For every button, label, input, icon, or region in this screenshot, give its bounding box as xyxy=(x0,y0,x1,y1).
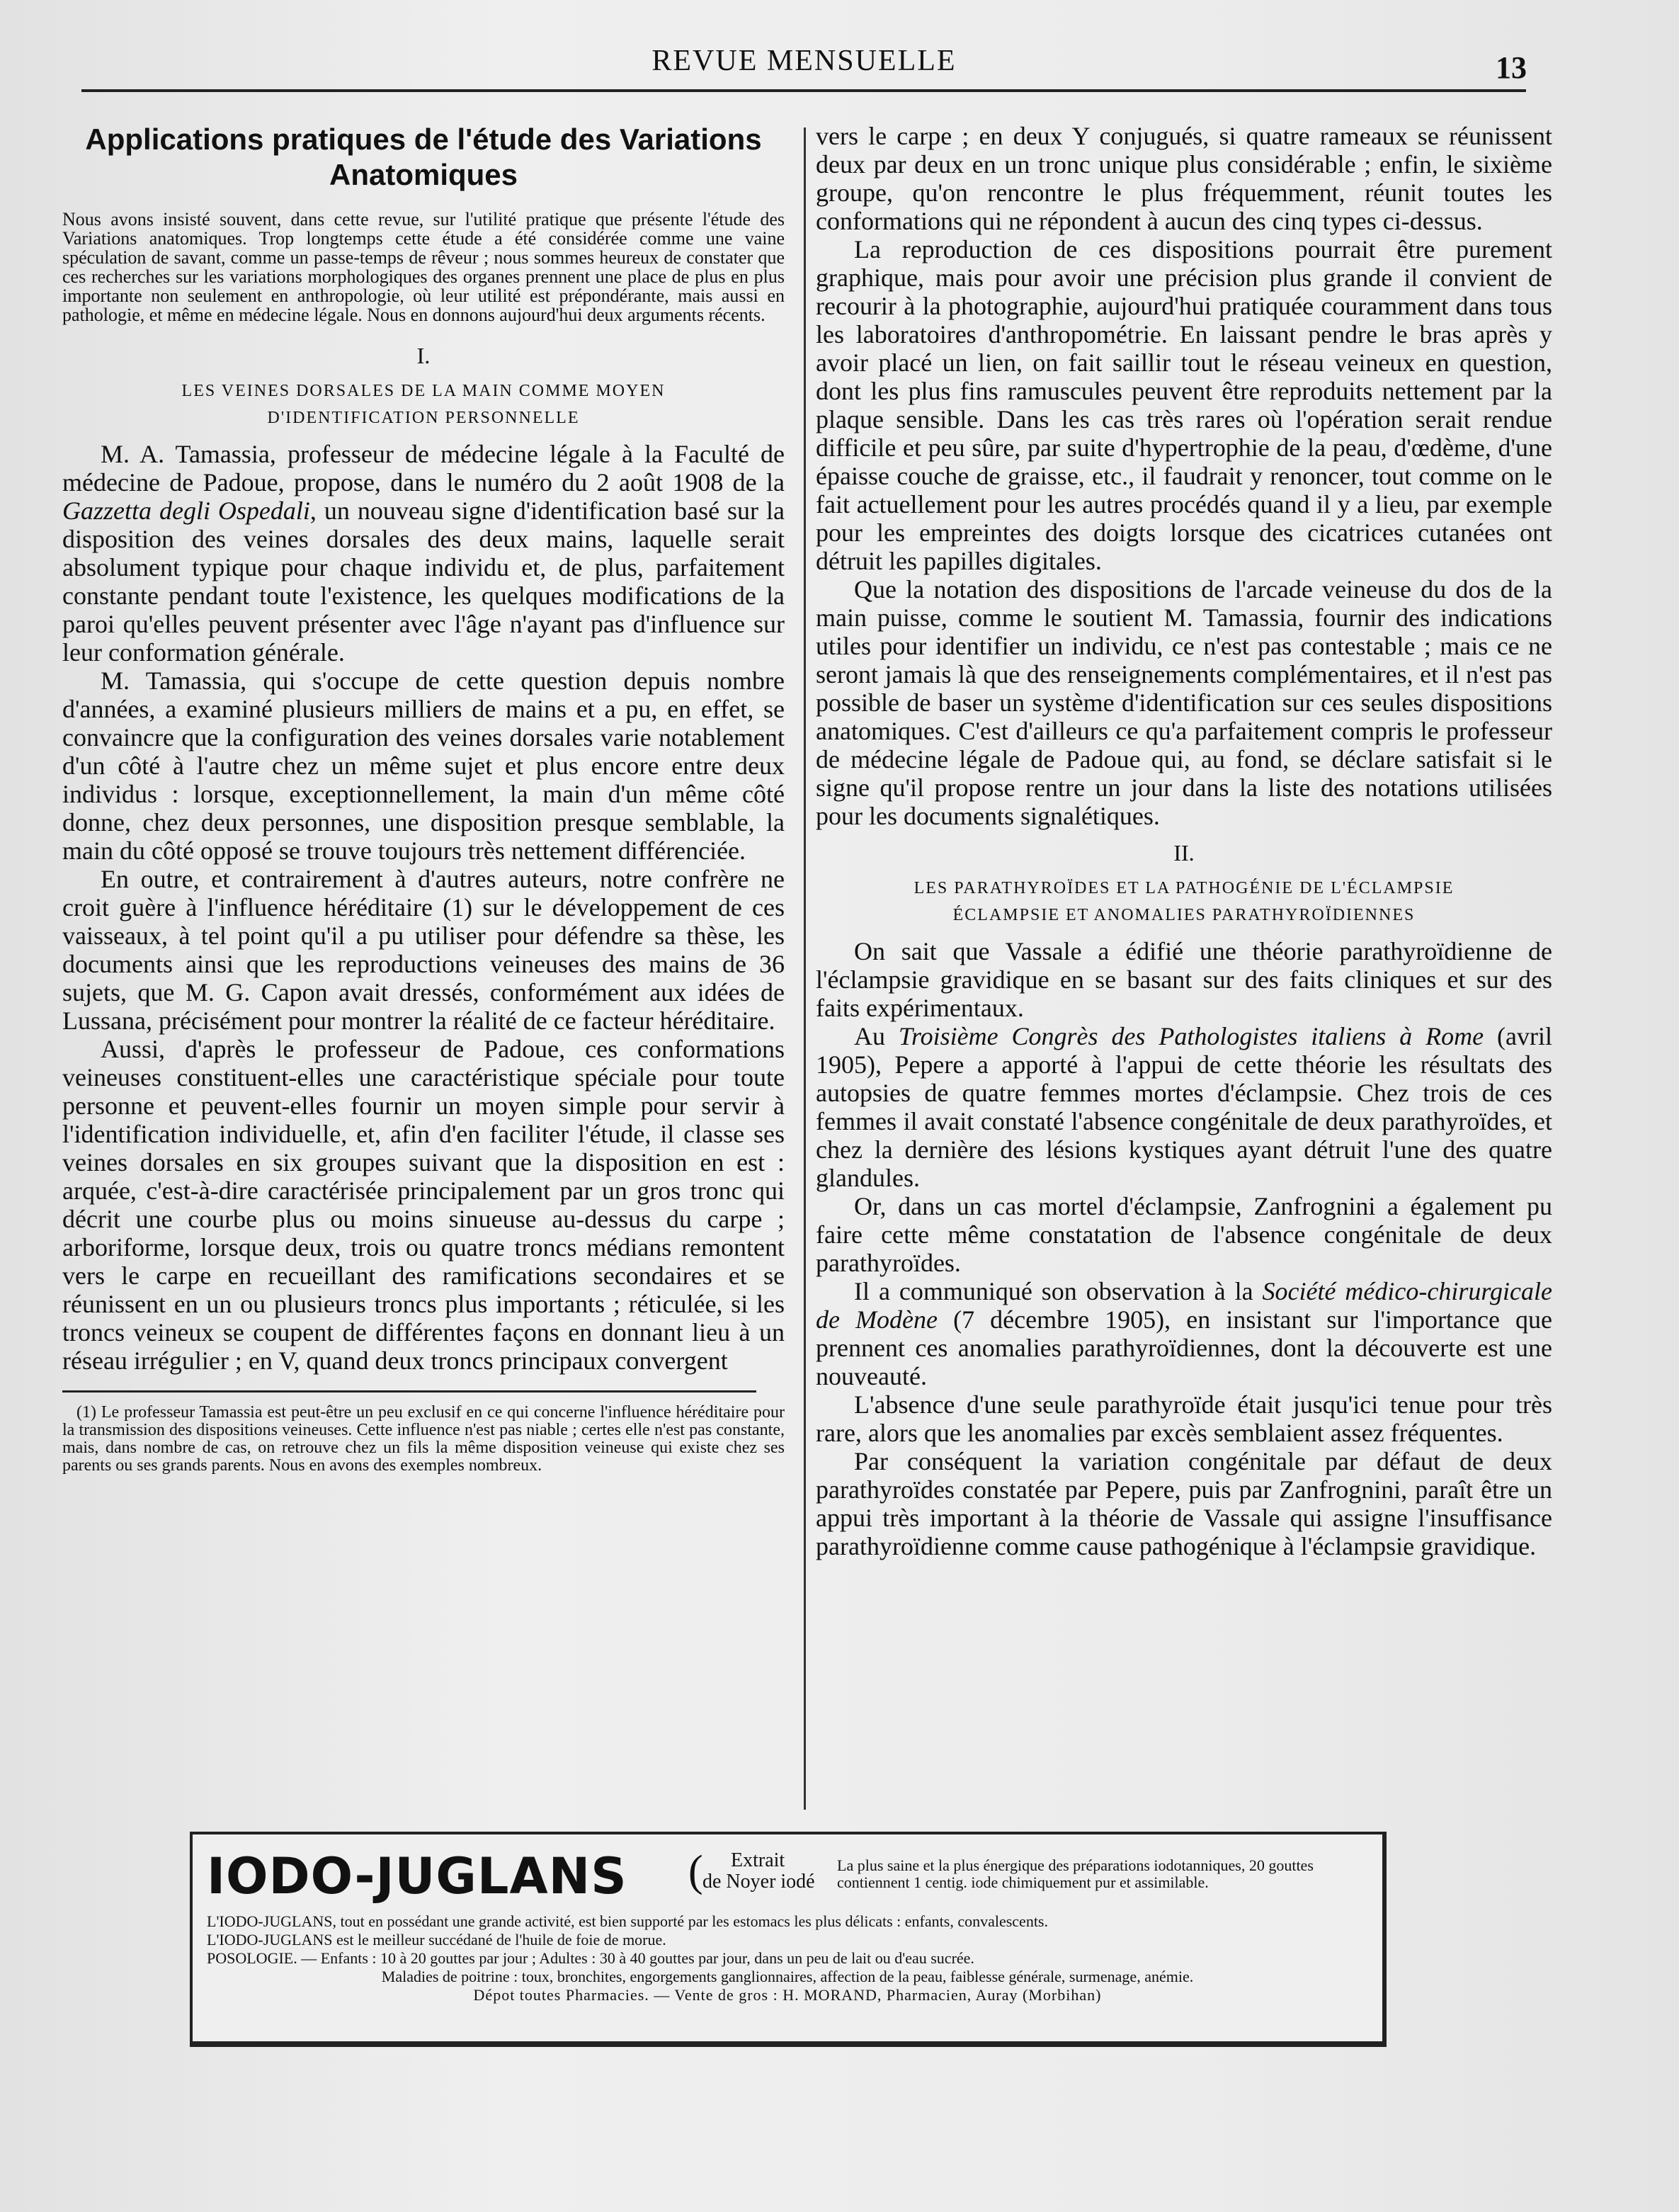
section-heading xyxy=(816,875,1552,929)
ad-extrait-line: Extrait xyxy=(731,1849,785,1871)
running-title: REVUE MENSUELLE xyxy=(651,45,957,77)
ad-line: POSOLOGIE. — Enfants : 10 à 20 gouttes par jour ; Adultes : 30 à 40 gouttes par jour, dans un peu de lait ou d'eau sucrée. xyxy=(207,1949,974,1967)
journal-title: Gazzetta degli Ospedali xyxy=(62,497,310,525)
section-heading-line: LES VEINES DORSALES DE LA MAIN COMME MOYEN xyxy=(181,382,666,400)
section-number: II. xyxy=(1173,840,1195,866)
paragraph: En outre, et contrairement à d'autres auteurs, notre confrère ne croit guère à l'influence héréditaire (1) sur le développement de ces vaisseaux, à tel point qu'il a pu utiliser pour défendre sa thèse, les documents ainsi que les reproductions veineuses des mains de 36 sujets, que M. G. Capon avait dressés, conformément aux idées de Lussana, précisément pour montrer la réalité de ce facteur héréditaire. xyxy=(62,865,785,1035)
ad-line: Maladies de poitrine : toux, bronchites, engorgements ganglionnaires, affection de la peau, faiblesse générale, surmenage, anémie. xyxy=(381,1968,1194,1985)
paragraph-text: (avril 1905), Pepere a apporté à l'appui de cette théorie les résultats des autopsies de quatre femmes mortes d'éclampsie. Chez trois de ces femmes il avait constaté l'absence congénitale de deux parathyroïdes, et chez la dernière des lésions kystiques ayant détruit l'une des quatre glandules. xyxy=(816,1022,1552,1192)
article-title: Applications pratiques de l'étude des Variations Anatomiques xyxy=(85,123,762,191)
paragraph: L'absence d'une seule parathyroïde était jusqu'ici tenue pour très rare, alors que les anomalies par excès semblaient assez fréquentes. xyxy=(816,1390,1552,1447)
paragraph xyxy=(816,1277,1552,1390)
right-column xyxy=(816,122,1552,1560)
paragraph: On sait que Vassale a édifié une théorie parathyroïdienne de l'éclampsie gravidique en se basant sur des faits cliniques et sur des faits expérimentaux. xyxy=(816,937,1552,1022)
section-number: I. xyxy=(416,343,431,368)
paragraph-text: M. A. Tamassia, professeur de médecine légale à la Faculté de médecine de Padoue, propose, dans le numéro du 2 août 1908 de la xyxy=(62,440,785,497)
paragraph: Par conséquent la variation congénitale par défaut de deux parathyroïdes constatée par Pepere, puis par Zanfrognini, paraît être un appui très important à la théorie de Vassale qui assigne l'insuffisance parathyroïdienne comme cause pathogénique à l'éclampsie gravidique. xyxy=(816,1447,1552,1560)
paragraph: Que la notation des dispositions de l'arcade veineuse du dos de la main puisse, comme le soutient M. Tamassia, fournir des indications utiles pour identifier un individu, ce n'est pas contestable ; mais ce ne seront jamais là que des renseignements complémentaires, et il n'est pas possible de baser un système d'identification sur ces seules dispositions anatomiques. C'est d'ailleurs ce qu'a parfaitement compris le professeur de médecine légale de Padoue qui, au fond, se déclare satisfait si le signe qu'il propose rentre un jour dans la liste des notations utilisées pour les documents signalétiques. xyxy=(816,575,1552,830)
page-number: 13 xyxy=(1496,50,1527,85)
paragraph-text: Il a communiqué son observation à la xyxy=(854,1277,1263,1305)
paragraph: M. Tamassia, qui s'occupe de cette question depuis nombre d'années, a examiné plusieurs milliers de mains et a pu, en effet, se convaincre que la configuration des veines dorsales varie notablement d'un côté à l'autre chez un même sujet et plus encore entre deux individus : lorsque, exceptionnellement, la main d'un même côté donne, chez deux personnes, une disposition presque semblable, la main du côté opposé se trouve toujours très nettement différenciée. xyxy=(62,667,785,865)
ad-text xyxy=(207,1912,1368,2004)
paragraph xyxy=(816,1022,1552,1192)
footnote-rule xyxy=(62,1390,756,1393)
congress-title: Troisième Congrès des Pathologistes italiens à Rome xyxy=(898,1022,1484,1050)
section-heading-line: D'IDENTIFICATION PERSONNELLE xyxy=(267,409,580,427)
paragraph: Aussi, d'après le professeur de Padoue, ces conformations veineuses constituent-elles une caractéristique spéciale pour toute personne et peuvent-elles fournir un moyen simple pour servir à l'identification individuelle, et, afin d'en faciliter l'étude, il classe ses veines dorsales en six groupes suivant que la disposition en est : arquée, c'est-à-dire caractérisée principalement par un gros tronc qui décrit une courbe plus ou moins sinueuse au-dessus du carpe ; arboriforme, lorsque deux, trois ou quatre troncs médians remontent vers le carpe en recueillant des ramifications secondaires et se réunissent en un ou plusieurs troncs plus importants ; réticulée, si les troncs veineux se coupent de différentes façons en donnant lieu à un réseau irrégulier ; en V, quand deux troncs principaux convergent xyxy=(62,1035,785,1375)
header-rule xyxy=(81,89,1526,92)
footnote: (1) Le professeur Tamassia est peut-être un peu exclusif en ce qui concerne l'influence héréditaire pour la transmission des dispositions veineuses. Cette influence n'est pas niable ; certes elle n'est pas constante, mais, dans nombre de cas, on retrouve chez un fils la même disposition veineuse qui existe chez ses parents ou ses grands parents. Nous en avons des exemples nombreux. xyxy=(62,1403,785,1475)
section-heading xyxy=(62,378,785,431)
column-rule xyxy=(804,127,806,1810)
paragraph-text: , un nouveau signe d'identification basé sur la disposition des veines dorsales des deux mains, laquelle serait absolument typique pour chaque individu et, de plus, parfaitement constante pendant toute l'existence, les quelques modifications de la paroi qu'elles peuvent présenter avec l'âge n'ayant pas d'influence sur leur conformation générale. xyxy=(62,497,785,667)
ad-extrait-line: de Noyer iodé xyxy=(702,1871,815,1893)
ad-line: L'IODO-JUGLANS est le meilleur succédané de l'huile de foie de morue. xyxy=(207,1931,666,1949)
ad-extrait xyxy=(702,1850,815,1893)
paragraph-text: (7 décembre 1905), en insistant sur l'importance que prennent ces anomalies parathyroïdiennes, dont la découverte est une nouveauté. xyxy=(816,1305,1552,1390)
ad-tagline: La plus saine et la plus énergique des préparations iodotanniques, 20 gouttes contiennent 1 centig. iode chimiquement pur et assimilable. xyxy=(837,1856,1314,1891)
paragraph xyxy=(62,440,785,667)
paragraph: Or, dans un cas mortel d'éclampsie, Zanfrognini a également pu faire cette même constatation de l'absence congénitale de deux parathyroïdes. xyxy=(816,1192,1552,1277)
paragraph: vers le carpe ; en deux Y conjugués, si quatre rameaux se réunissent deux par deux en un tronc unique plus considérable ; enfin, le sixième groupe, qu'on rencontre le plus fréquemment, réunit toutes les conformations qui ne répondent à aucun des cinq types ci-dessus. xyxy=(816,122,1552,235)
brace-glyph: ( xyxy=(688,1847,703,1895)
ad-brand: IODO-JUGLANS xyxy=(207,1847,627,1905)
section-heading-line: ÉCLAMPSIE ET ANOMALIES PARATHYROÏDIENNES xyxy=(952,906,1416,924)
article-intro: Nous avons insisté souvent, dans cette revue, sur l'utilité pratique que présente l'étude des Variations anatomiques. Trop longtemps cette étude a été considérée comme une vaine spéculation de savant, comme un passe-temps de rêveur ; nous sommes heureux de constater que ces recherches sur les variations morphologiques des organes prennent une place de plus en plus importante non seulement en anthropologie, où leur utilité est prépondérante, mais aussi en pathologie, et même en médecine légale. Nous en donnons aujourd'hui deux arguments récents. xyxy=(62,209,785,325)
paragraph: La reproduction de ces dispositions pourrait être purement graphique, mais pour avoir une précision plus grande il convient de recourir à la photographie, aujourd'hui pratiquée couramment dans tous les laboratoires d'anthropométrie. En laissant pendre le bras après y avoir placé un lien, on fait saillir tout le réseau veineux en question, dont les plus fins ramuscules peuvent être reproduits nettement par la plaque sensible. Dans les cas très rares où l'opération serait rendue difficile et peu sûre, par suite d'hypertrophie de la peau, d'œdème, d'une épaisse couche de graisse, etc., il faudrait y renoncer, tout comme on le fait actuellement pour les autres procédés quand il y a lieu, par exemple pour les empreintes des doigts lorsque des cicatrices cutanées ont détruit les papilles digitales. xyxy=(816,235,1552,575)
advertisement-box xyxy=(190,1832,1387,2047)
ad-line: L'IODO-JUGLANS, tout en possédant une grande activité, est bien supporté par les estomacs les plus délicats : enfants, convalescents. xyxy=(207,1912,1048,1930)
society-title: Société médico-chirurgicale de Modène xyxy=(816,1277,1552,1334)
paragraph-text: Au xyxy=(854,1022,899,1050)
section-heading-line: LES PARATHYROÏDES ET LA PATHOGÉNIE DE L'ÉCLAMPSIE xyxy=(914,879,1455,897)
ad-line: Dépot toutes Pharmacies. — Vente de gros : H. MORAND, Pharmacien, Auray (Morbihan) xyxy=(473,1986,1102,2004)
left-column xyxy=(62,122,785,1475)
